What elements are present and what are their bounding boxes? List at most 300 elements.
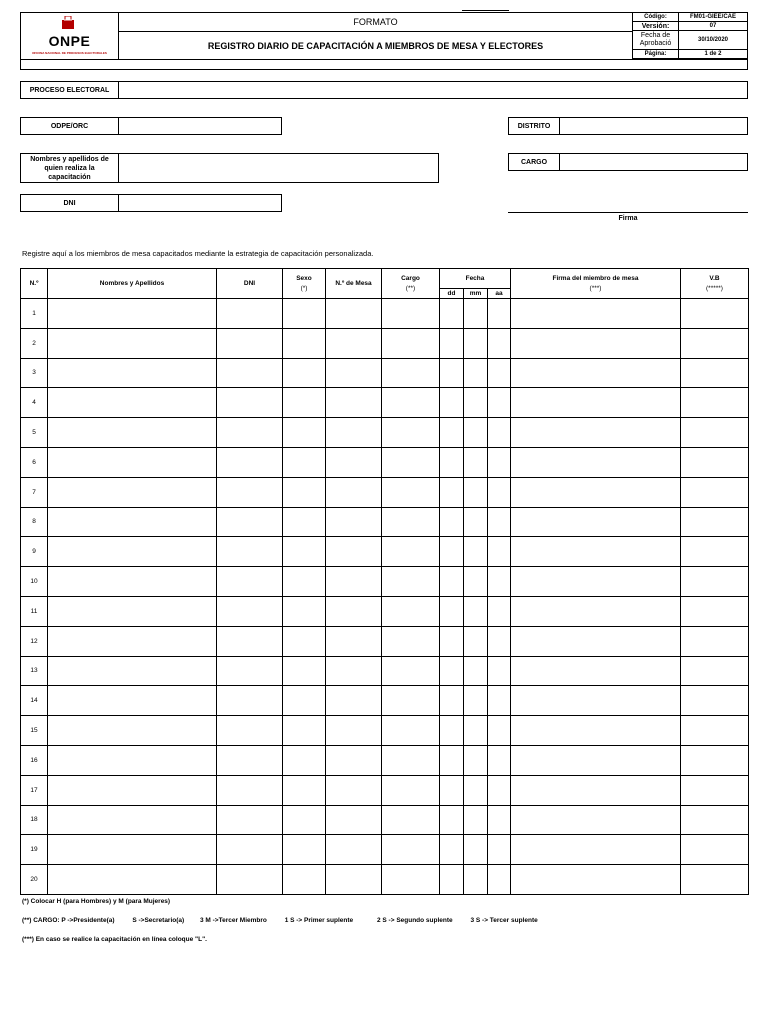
cell-mm[interactable] [464,507,488,537]
cell-nombres[interactable] [48,328,217,358]
cell-dni[interactable] [217,656,283,686]
cell-cargo[interactable] [382,865,440,895]
cell-aa[interactable] [488,477,511,507]
cell-dd[interactable] [440,418,464,448]
cell-dni[interactable] [217,358,283,388]
cell-aa[interactable] [488,596,511,626]
cell-vb[interactable] [681,418,749,448]
cell-nombres[interactable] [48,358,217,388]
table-row [21,626,749,656]
cell-nombres[interactable] [48,418,217,448]
cell-dni[interactable] [217,626,283,656]
footnote-cargo-primer-suplente: 1 S -> Primer suplente [284,917,354,924]
cell-vb[interactable] [681,388,749,418]
cell-dd[interactable] [440,299,464,329]
col-header-sexo [283,269,326,299]
cell-nombres[interactable] [48,388,217,418]
cell-vb[interactable] [681,686,749,716]
cell-cargo[interactable] [382,418,440,448]
form-title: FORMATO [118,12,633,32]
cell-vb[interactable] [681,447,749,477]
cell-cargo[interactable] [382,477,440,507]
cell-cargo[interactable] [382,358,440,388]
cell-mesa[interactable] [326,447,382,477]
cell-mesa[interactable] [326,358,382,388]
fecha-aprobacion-label: Fecha de Aprobació [632,30,679,50]
cell-firma[interactable] [511,805,681,835]
cell-vb[interactable] [681,775,749,805]
cell-mesa[interactable] [326,596,382,626]
table-row [21,477,749,507]
odpe-orc-input[interactable] [118,117,282,135]
cell-firma[interactable] [511,596,681,626]
cell-sexo[interactable] [283,865,326,895]
cell-mm[interactable] [464,626,488,656]
cell-cargo[interactable] [382,686,440,716]
row-number: 14 [21,686,48,716]
capacitador-nombre-label: Nombres y apellidos de quien realiza la capacitación [20,153,119,183]
cell-cargo[interactable] [382,299,440,329]
cell-firma[interactable] [511,447,681,477]
pagina-value: 1 de 2 [678,49,748,59]
cell-mm[interactable] [464,775,488,805]
table-body [21,299,749,895]
table-row [21,805,749,835]
cell-mesa[interactable] [326,865,382,895]
footnote-cargo-segundo-suplente: 2 S -> Segundo suplente [376,917,453,924]
cell-aa[interactable] [488,328,511,358]
row-number: 11 [21,596,48,626]
distrito-input[interactable] [559,117,748,135]
cell-vb[interactable] [681,596,749,626]
col-header-vb [681,269,749,299]
table-row [21,447,749,477]
cell-sexo[interactable] [283,775,326,805]
cell-mm[interactable] [464,835,488,865]
cell-cargo[interactable] [382,507,440,537]
cell-dd[interactable] [440,537,464,567]
row-number: 13 [21,656,48,686]
cell-mm[interactable] [464,328,488,358]
ballot-box-icon [61,16,75,29]
cell-mesa[interactable] [326,328,382,358]
row-number: 15 [21,716,48,746]
cell-aa[interactable] [488,418,511,448]
footnote-cargo-tercer-miembro: 3 M ->Tercer Miembro [200,917,267,924]
cell-aa[interactable] [488,299,511,329]
cell-firma[interactable] [511,716,681,746]
cell-dni[interactable] [217,686,283,716]
cell-aa[interactable] [488,775,511,805]
firma-note: (***) [589,285,602,292]
cell-dni[interactable] [217,418,283,448]
cell-sexo[interactable] [283,596,326,626]
cell-vb[interactable] [681,477,749,507]
codigo-value: FM01-GIEE/CAE [678,12,748,22]
cell-dni[interactable] [217,805,283,835]
cell-aa[interactable] [488,656,511,686]
cell-dd[interactable] [440,507,464,537]
members-table [20,268,749,895]
cell-dni[interactable] [217,835,283,865]
cell-mesa[interactable] [326,507,382,537]
col-header-num: N.º [21,269,48,299]
cell-cargo[interactable] [382,567,440,597]
cell-dni[interactable] [217,775,283,805]
cell-vb[interactable] [681,567,749,597]
cell-firma[interactable] [511,656,681,686]
cell-firma[interactable] [511,299,681,329]
cell-cargo[interactable] [382,835,440,865]
cell-dd[interactable] [440,328,464,358]
cell-dd[interactable] [440,358,464,388]
cell-firma[interactable] [511,358,681,388]
cell-sexo[interactable] [283,299,326,329]
cargo-input[interactable] [559,153,748,171]
col-header-firma [511,269,681,299]
cell-nombres[interactable] [48,775,217,805]
cell-nombres[interactable] [48,656,217,686]
sexo-note: (*) [300,285,308,292]
cell-dd[interactable] [440,805,464,835]
cell-aa[interactable] [488,537,511,567]
cell-nombres[interactable] [48,805,217,835]
table-row [21,358,749,388]
cell-firma[interactable] [511,537,681,567]
odpe-orc-label: ODPE/ORC [20,117,119,135]
cell-mm[interactable] [464,686,488,716]
footnote-cargo [22,917,538,924]
cell-dni[interactable] [217,716,283,746]
cell-vb[interactable] [681,626,749,656]
version-value: 07 [678,21,748,31]
cell-mesa[interactable] [326,418,382,448]
cell-dd[interactable] [440,745,464,775]
table-row [21,596,749,626]
cell-vb[interactable] [681,299,749,329]
table-row [21,745,749,775]
cell-mesa[interactable] [326,716,382,746]
cell-aa[interactable] [488,447,511,477]
pagina-label: Página: [632,49,679,59]
instruction-text: Registre aquí a los miembros de mesa capacitados mediante la estrategia de capacitación personalizada. [22,249,374,258]
cell-vb[interactable] [681,537,749,567]
footnote-online: (***) En caso se realice la capacitación en línea coloque "L". [22,936,207,943]
cell-firma[interactable] [511,775,681,805]
cell-nombres[interactable] [48,745,217,775]
cell-dni[interactable] [217,537,283,567]
cell-mesa[interactable] [326,835,382,865]
firma-signature-line[interactable] [508,212,748,213]
footnote-cargo-presidente: (**) CARGO: P ->Presidente(a) [22,917,115,924]
cell-sexo[interactable] [283,477,326,507]
cell-sexo[interactable] [283,805,326,835]
cell-firma[interactable] [511,686,681,716]
cell-aa[interactable] [488,507,511,537]
table-row [21,835,749,865]
table-row [21,716,749,746]
cell-aa[interactable] [488,745,511,775]
logo-subtext: OFICINA NACIONAL DE PROCESOS ELECTORALES [32,51,107,55]
cell-dd[interactable] [440,656,464,686]
firma-col-label: Firma del miembro de mesa [552,275,639,282]
cell-vb[interactable] [681,865,749,895]
table-row [21,567,749,597]
cell-nombres[interactable] [48,596,217,626]
cell-vb[interactable] [681,835,749,865]
cell-aa[interactable] [488,805,511,835]
cell-firma[interactable] [511,835,681,865]
cell-nombres[interactable] [48,626,217,656]
cell-mm[interactable] [464,656,488,686]
cell-sexo[interactable] [283,388,326,418]
cell-aa[interactable] [488,388,511,418]
distrito-label: DISTRITO [508,117,560,135]
cell-cargo[interactable] [382,716,440,746]
cell-mesa[interactable] [326,686,382,716]
cell-vb[interactable] [681,805,749,835]
cell-sexo[interactable] [283,418,326,448]
cell-mesa[interactable] [326,626,382,656]
cell-mesa[interactable] [326,805,382,835]
cell-aa[interactable] [488,716,511,746]
cell-cargo[interactable] [382,596,440,626]
cell-mesa[interactable] [326,567,382,597]
cell-nombres[interactable] [48,686,217,716]
cell-cargo[interactable] [382,805,440,835]
cell-mesa[interactable] [326,775,382,805]
cell-aa[interactable] [488,626,511,656]
logo-cell [20,12,119,60]
cell-cargo[interactable] [382,447,440,477]
row-number: 20 [21,865,48,895]
cell-aa[interactable] [488,835,511,865]
cell-dni[interactable] [217,328,283,358]
logo-text: ONPE [48,33,91,49]
cell-cargo[interactable] [382,388,440,418]
cell-dd[interactable] [440,626,464,656]
cell-firma[interactable] [511,477,681,507]
cargo-label: CARGO [508,153,560,171]
cell-nombres[interactable] [48,477,217,507]
sexo-label: Sexo [296,275,312,282]
cell-mm[interactable] [464,299,488,329]
cell-dd[interactable] [440,388,464,418]
row-number: 2 [21,328,48,358]
cell-sexo[interactable] [283,656,326,686]
cell-firma[interactable] [511,626,681,656]
cell-sexo[interactable] [283,745,326,775]
cell-mesa[interactable] [326,745,382,775]
cell-vb[interactable] [681,358,749,388]
cell-dni[interactable] [217,388,283,418]
row-number: 7 [21,477,48,507]
footnote-sexo: (*) Colocar H (para Hombres) y M (para Mujeres) [22,898,171,905]
cell-aa[interactable] [488,865,511,895]
cell-nombres[interactable] [48,299,217,329]
footnote-cargo-secretario: S ->Secretario(a) [132,917,185,924]
cell-cargo[interactable] [382,537,440,567]
cell-mesa[interactable] [326,537,382,567]
cell-sexo[interactable] [283,686,326,716]
cell-dni[interactable] [217,745,283,775]
row-number: 10 [21,567,48,597]
proceso-electoral-input[interactable] [118,81,748,99]
proceso-electoral-label: PROCESO ELECTORAL [20,81,119,99]
cell-sexo[interactable] [283,626,326,656]
cell-firma[interactable] [511,745,681,775]
cell-mesa[interactable] [326,388,382,418]
col-header-dd: dd [440,289,464,299]
cell-firma[interactable] [511,507,681,537]
cell-dni[interactable] [217,865,283,895]
cell-nombres[interactable] [48,447,217,477]
cell-vb[interactable] [681,656,749,686]
table-row [21,686,749,716]
cell-mesa[interactable] [326,299,382,329]
col-header-mesa: N.º de Mesa [326,269,382,299]
cell-sexo[interactable] [283,358,326,388]
header-spacer-row [20,59,748,70]
cell-firma[interactable] [511,418,681,448]
col-header-mm: mm [464,289,488,299]
cargo-col-label: Cargo [401,275,420,282]
cell-sexo[interactable] [283,447,326,477]
cell-mm[interactable] [464,745,488,775]
cell-firma[interactable] [511,567,681,597]
cell-dd[interactable] [440,477,464,507]
cell-dd[interactable] [440,686,464,716]
table-row [21,865,749,895]
cell-mm[interactable] [464,388,488,418]
col-header-cargo [382,269,440,299]
cell-cargo[interactable] [382,656,440,686]
cell-nombres[interactable] [48,835,217,865]
cell-dd[interactable] [440,596,464,626]
cell-sexo[interactable] [283,537,326,567]
row-number: 8 [21,507,48,537]
cell-dni[interactable] [217,596,283,626]
cell-dd[interactable] [440,567,464,597]
table-row [21,775,749,805]
cell-mm[interactable] [464,358,488,388]
cell-mesa[interactable] [326,477,382,507]
col-header-dni: DNI [217,269,283,299]
cell-mm[interactable] [464,447,488,477]
cell-mm[interactable] [464,596,488,626]
row-number: 6 [21,447,48,477]
cell-sexo[interactable] [283,835,326,865]
cell-mm[interactable] [464,477,488,507]
row-number: 9 [21,537,48,567]
header-top-rule [462,10,509,11]
cell-vb[interactable] [681,745,749,775]
capacitador-nombre-input[interactable] [118,153,439,183]
cell-mm[interactable] [464,716,488,746]
cargo-note: (**) [405,285,416,292]
cell-dd[interactable] [440,716,464,746]
vb-note: (*****) [706,285,723,292]
cell-firma[interactable] [511,865,681,895]
table-row [21,299,749,329]
cell-cargo[interactable] [382,328,440,358]
row-number: 16 [21,745,48,775]
row-number: 4 [21,388,48,418]
row-number: 18 [21,805,48,835]
cell-mm[interactable] [464,567,488,597]
cell-nombres[interactable] [48,716,217,746]
cell-vb[interactable] [681,328,749,358]
codigo-label: Código: [632,12,679,22]
cell-cargo[interactable] [382,745,440,775]
row-number: 12 [21,626,48,656]
row-number: 17 [21,775,48,805]
cell-mm[interactable] [464,418,488,448]
table-row [21,388,749,418]
cell-cargo[interactable] [382,626,440,656]
cell-nombres[interactable] [48,507,217,537]
cell-mm[interactable] [464,537,488,567]
col-header-aa: aa [488,289,511,299]
cell-cargo[interactable] [382,775,440,805]
fecha-aprobacion-value: 30/10/2020 [678,30,748,50]
cell-mm[interactable] [464,865,488,895]
cell-dd[interactable] [440,775,464,805]
cell-dni[interactable] [217,567,283,597]
version-label: Versión: [632,21,679,31]
dni-input[interactable] [118,194,282,212]
table-row [21,328,749,358]
cell-firma[interactable] [511,328,681,358]
cell-nombres[interactable] [48,865,217,895]
cell-dni[interactable] [217,447,283,477]
cell-sexo[interactable] [283,716,326,746]
cell-aa[interactable] [488,358,511,388]
row-number: 19 [21,835,48,865]
cell-vb[interactable] [681,507,749,537]
col-header-fecha: Fecha [440,269,511,289]
cell-dni[interactable] [217,507,283,537]
cell-aa[interactable] [488,686,511,716]
cell-sexo[interactable] [283,328,326,358]
cell-dni[interactable] [217,299,283,329]
table-row [21,656,749,686]
cell-mesa[interactable] [326,656,382,686]
row-number: 1 [21,299,48,329]
footnote-cargo-tercer-suplente: 3 S -> Tercer suplente [470,917,538,924]
table-row [21,507,749,537]
cell-vb[interactable] [681,716,749,746]
cell-firma[interactable] [511,388,681,418]
row-number: 5 [21,418,48,448]
cell-dd[interactable] [440,865,464,895]
cell-dni[interactable] [217,477,283,507]
firma-label: Firma [618,215,638,222]
cell-nombres[interactable] [48,567,217,597]
cell-sexo[interactable] [283,507,326,537]
col-header-nombres: Nombres y Apellidos [48,269,217,299]
cell-sexo[interactable] [283,567,326,597]
cell-dd[interactable] [440,835,464,865]
row-number: 3 [21,358,48,388]
form-subtitle: REGISTRO DIARIO DE CAPACITACIÓN A MIEMBROS DE MESA Y ELECTORES [118,31,633,60]
cell-aa[interactable] [488,567,511,597]
vb-label: V.B [709,275,720,282]
cell-dd[interactable] [440,447,464,477]
cell-nombres[interactable] [48,537,217,567]
cell-mm[interactable] [464,805,488,835]
table-row [21,418,749,448]
